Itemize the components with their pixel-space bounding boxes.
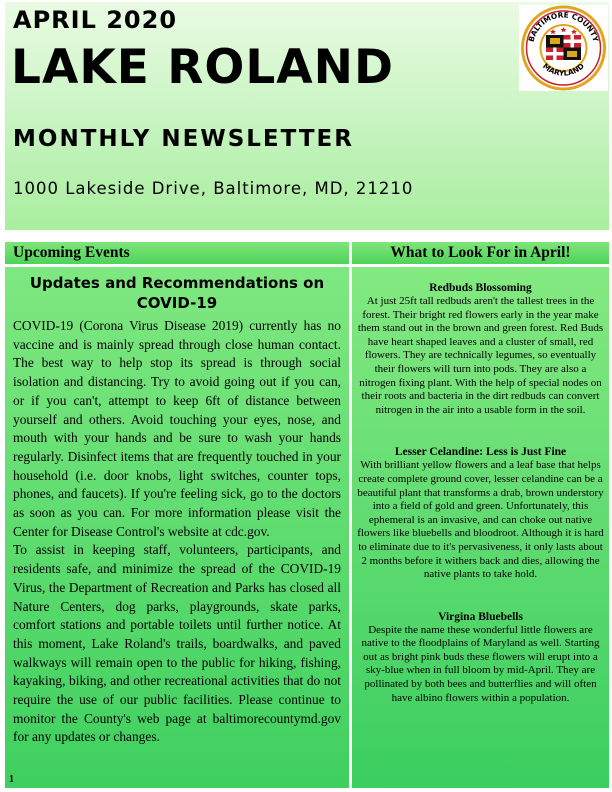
- covid-paragraph-closures: To assist in keeping staff, volunteers, participants, and residents safe, and minimize the spread of the COVID-19 Virus, the Department of Recreation and Parks has closed all Nature Centers, dog parks, playgrounds, skate parks, comfort stations and portable toilets until further notice. At this moment, Lake Roland's trails, boardwalks, and paved walkways will remain open to the public for hiking, fishing, kayaking, biking, and other recreational activities that do not require the use of our public facilities. Please continue to monitor the County's web page at baltimorecountymd.gov for any updates or changes.: [13, 542, 341, 745]
- look-for-item: [357, 610, 604, 706]
- look-for-item-text: Despite the name these wonderful little flowers are native to the floodplains of Maryland as well. Starting out as bright pink buds these flowers will erupt into a sky-blue when in full bloom by mid-April. They are pollinated by both bees and butterflies and will often have albino flowers within a population.: [361, 623, 600, 704]
- look-for-item-text: At just 25ft tall redbuds aren't the tallest trees in the forest. Their bright red flowers early in the year make them stand out in the brown and green forest. Red Buds have heart shaped leaves and a cluster of small, red flowers. They are technically legumes, so eventually their flowers will turn into pods. They are also a nitrogen fixing plant. With the help of special nodes on their roots and bacteria in the dirt redbuds can convert nitrogen in the air into a usable form in the soil.: [357, 295, 604, 416]
- look-for-item-title: Lesser Celandine: Less is Just Fine: [394, 446, 567, 459]
- section-heading-what-to-look-for: What to Look For in April!: [352, 242, 609, 264]
- newsletter-subtitle: MONTHLY NEWSLETTER: [13, 126, 354, 152]
- covid-article-title: [13, 273, 341, 313]
- issue-month: APRIL 2020: [13, 6, 178, 34]
- look-for-item-title: Virgina Bluebells: [438, 610, 523, 623]
- svg-text:BALTIMORE COUNTY: BALTIMORE COUNTY: [526, 10, 601, 43]
- covid-title-line1: Updates and Recommendations on: [29, 274, 325, 292]
- newsletter-title: LAKE ROLAND: [11, 40, 395, 95]
- svg-text:MARYLAND: MARYLAND: [541, 61, 586, 78]
- covid-title-line2: COVID-19: [136, 294, 218, 312]
- look-for-item: [357, 281, 604, 417]
- look-for-item-text: With brilliant yellow flowers and a leaf base that helps create complete ground cover, lesser celandine can be a beautiful plant that transforms a drab, brown understory into a field of gold and green. Unfortunately, this ephemeral is an invasive, and can choke out native flowers like bluebells and bloodroot. Although it is hard to eliminate due to it's pervasiveness, it only lasts about 2 months before it withers back and dies, allowing the native plants to take hold.: [357, 459, 604, 581]
- page-number: 1: [9, 774, 14, 785]
- what-to-look-for-column: [352, 267, 609, 788]
- section-heading-upcoming-events: Upcoming Events: [5, 242, 349, 264]
- covid-update-column: [5, 267, 349, 788]
- park-address: 1000 Lakeside Drive, Baltimore, MD, 21210: [13, 179, 414, 198]
- look-for-item-title: Redbuds Blossoming: [429, 282, 532, 294]
- covid-paragraph-prevention: COVID-19 (Corona Virus Disease 2019) currently has no vaccine and is mainly spread through close human contact. The best way to help stop its spread is through social isolation and distancing. Try to avoid going out if you can, or if you can't, attempt to keep 6ft of distance between yourself and others. Avoid touching your eyes, nose, and mouth with your hands and be sure to wash your hands regularly. Disinfect items that are frequently touched in your household (i.e. door knobs, light switches, counter tops, phones, and faucets). If you're feeling sick, go to the doctors as soon as you can. For more information please visit the Center for Disease Control's website at cdc.gov.: [13, 318, 341, 539]
- baltimore-county-seal-logo: [519, 5, 608, 91]
- look-for-item: [357, 445, 604, 581]
